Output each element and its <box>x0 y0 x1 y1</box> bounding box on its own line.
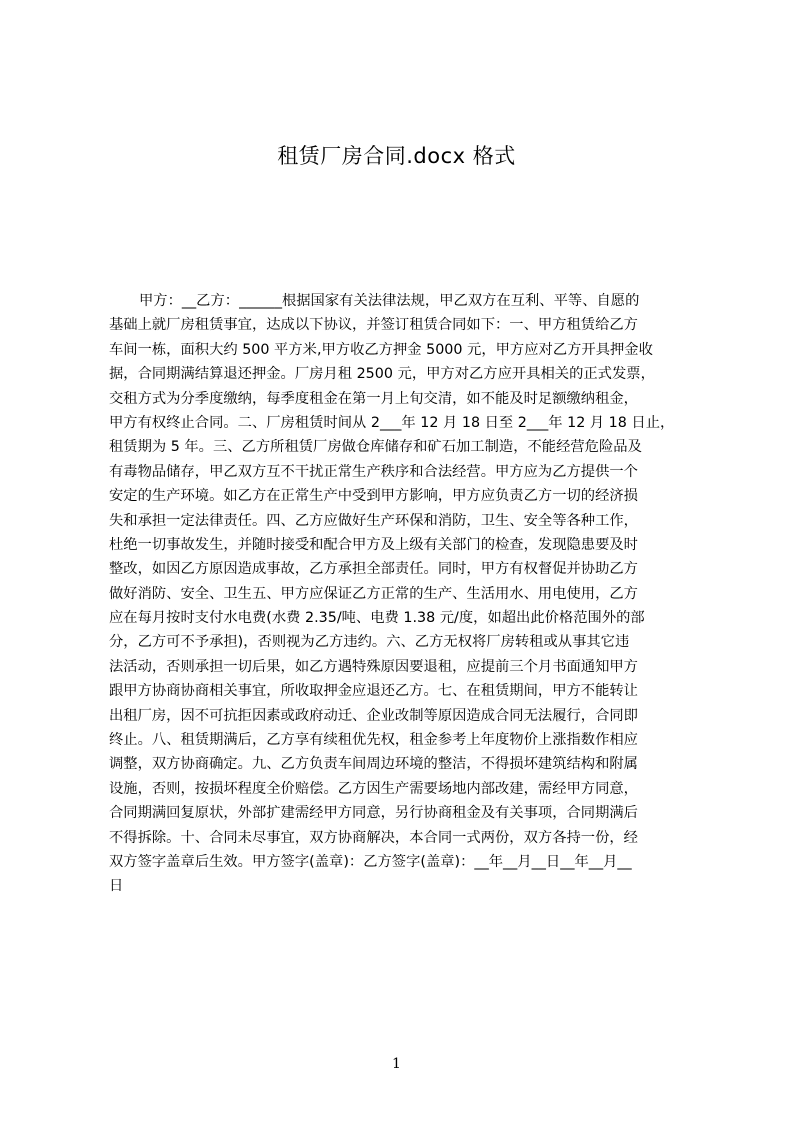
body-line: 双方签字盖章后生效。甲方签字(盖章)：乙方签字(盖章)：__年__月__日__年__月__ <box>109 853 632 870</box>
body-line: 分，乙方可不予承担)，否则视为乙方违约。六、乙方无权将厂房转租或从事其它违 <box>109 634 630 651</box>
body-line: 不得拆除。十、合同未尽事宜，双方协商解决，本合同一式两份，双方各持一份，经 <box>109 829 638 846</box>
body-line: 据，合同期满结算退还押金。厂房月租 2500 元，甲方对乙方应开具相关的正式发票， <box>109 366 655 383</box>
body-line: 杜绝一切事故发生，并随时接受和配合甲方及上级有关部门的检查，发现隐患要及时 <box>109 536 638 553</box>
body-line: 出租厂房，因不可抗拒因素或政府动迁、企业改制等原因造成合同无法履行，合同即 <box>109 707 638 724</box>
body-line: 车间一栋，面积大约 500 平方米,甲方收乙方押金 5000 元，甲方应对乙方开具押金收 <box>109 341 653 358</box>
body-line: 租赁期为 5 年。三、乙方所租赁厂房做仓库储存和矿石加工制造，不能经营危险品及 <box>109 439 642 456</box>
body-line: 交租方式为分季度缴纳，每季度租金在第一月上旬交清，如不能及时足额缴纳租金， <box>109 390 638 407</box>
body-line: 调整，双方协商确定。九、乙方负责车间周边环境的整洁，不得损坏建筑结构和附属 <box>109 756 638 773</box>
body-line: 跟甲方协商协商相关事宜，所收取押金应退还乙方。七、在租赁期间，甲方不能转让 <box>109 683 638 700</box>
body-line: 应在每月按时支付水电费(水费 2.35/吨、电费 1.38 元/度，如超出此价格范围外的部 <box>109 610 645 627</box>
body-line: 终止。八、租赁期满后，乙方享有续租优先权，租金参考上年度物价上涨指数作相应 <box>109 732 638 749</box>
body-line: 安定的生产环境。如乙方在正常生产中受到甲方影响，甲方应负责乙方一切的经济损 <box>109 488 638 505</box>
contract-body <box>109 289 699 959</box>
body-line: 基础上就厂房租赁事宜，达成以下协议，并签订租赁合同如下：一、甲方租赁给乙方 <box>109 317 638 334</box>
body-line: 设施，否则，按损坏程度全价赔偿。乙方因生产需要场地内部改建，需经甲方同意， <box>109 780 638 797</box>
body-line: 做好消防、安全、卫生五、甲方应保证乙方正常的生产、生活用水、用电使用，乙方 <box>109 585 638 602</box>
body-line: 法活动，否则承担一切后果，如乙方遇特殊原因要退租，应提前三个月书面通知甲方 <box>109 658 638 675</box>
body-line: 整改，如因乙方原因造成事故，乙方承担全部责任。同时，甲方有权督促并协助乙方 <box>109 561 638 578</box>
document-title: 租赁厂房合同.docx 格式 <box>277 144 516 168</box>
body-line: 日 <box>109 878 124 895</box>
body-line: 甲方有权终止合同。二、厂房租赁时间从 2___年 12 月 18 日至 2___年 12 月 18 日止， <box>109 414 675 431</box>
body-line: 甲方：__乙方：______根据国家有关法律法规，甲乙双方在互利、平等、自愿的 <box>139 293 640 309</box>
body-line: 合同期满回复原状，外部扩建需经甲方同意，另行协商租金及有关事项，合同期满后 <box>109 805 638 822</box>
body-line: 有毒物品储存，甲乙双方互不干扰正常生产秩序和合法经营。甲方应为乙方提供一个 <box>109 463 638 480</box>
body-line: 失和承担一定法律责任。四、乙方应做好生产环保和消防，卫生、安全等各种工作， <box>109 512 638 529</box>
page-number: 1 <box>392 1056 401 1072</box>
